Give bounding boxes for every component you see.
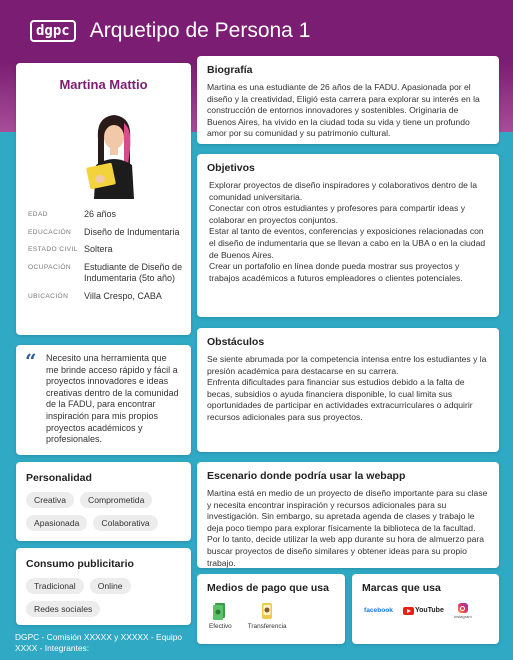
- page-header: [30, 14, 310, 48]
- brand-logos: [364, 602, 489, 619]
- quote-text: Necesito una herramienta que me brinde acceso rápido y fácil a proyectos innovadores e ideas creativas dentro de la comunidad de la FADU, para encontrar inspiración para mis propios proyectos académicos y profesionales.: [46, 353, 179, 445]
- profile-info: [28, 209, 183, 308]
- objectives-card: [197, 154, 499, 317]
- facebook-logo: facebook: [364, 607, 393, 614]
- profile-row-location: [28, 291, 183, 303]
- obstacles-title: Obstáculos: [207, 336, 265, 348]
- field-value: Villa Crespo, CABA: [84, 290, 162, 301]
- quote-icon: “: [25, 349, 37, 373]
- persona-name: Martina Mattio: [59, 77, 148, 92]
- field-label: UBICACIÓN: [28, 292, 69, 300]
- payment-cash: [209, 602, 232, 630]
- persona-photo: [84, 109, 144, 199]
- instagram-logo: [454, 602, 472, 619]
- payment-methods: [209, 602, 335, 630]
- objective-item: Conectar con otros estudiantes y profesores para compartir ideas y colaborar en proyectos conjuntos.: [209, 203, 466, 225]
- cash-icon: [212, 602, 228, 620]
- payment-transfer: [248, 602, 287, 630]
- personality-chip: Creativa: [26, 492, 74, 508]
- consumption-chips: [26, 578, 181, 617]
- consumption-chip: Tradicional: [26, 578, 84, 594]
- scenario-title: Escenario donde podría usar la webapp: [207, 470, 406, 482]
- payment-label: Efectivo: [209, 623, 232, 630]
- biography-text: Martina es una estudiante de 26 años de la FADU. Apasionada por el diseño y la creatividad, Eligió esta carrera para explorar su interés en la construcción de entornos innovadores y sostenibles. Originaria de Buenos Aires, ha vivido en la ciudad toda su vida y tiene un profundo amor por su comunidad y su patrimonio cultural.: [207, 82, 480, 139]
- profile-row-civil-status: [28, 244, 183, 256]
- objective-item: Explorar proyectos de diseño inspiradores y colaborativos dentro de la comunidad universitaria.: [209, 180, 477, 202]
- youtube-play-icon: [403, 607, 414, 615]
- personality-chip: Comprometida: [80, 492, 152, 508]
- personality-chip: Apasionada: [26, 515, 87, 531]
- obstacle-item: Enfrenta dificultades para financiar sus estudios debido a la falta de becas, subsidios o ayuda financiera disponible, lo cual limita sus oportunidades de participar en actividades extracurriculares o adquirir recursos adicionales para sus proyectos.: [207, 377, 473, 422]
- personality-chips: [26, 492, 181, 531]
- payment-title: Medios de pago que usa: [207, 582, 329, 594]
- consumption-title: Consumo publicitario: [26, 558, 134, 570]
- objective-item: Estar al tanto de eventos, conferencias y exposiciones relacionadas con el diseño de indumentaria que se llevan a cabo en la UBA o en la ciudad de Buenos Aires.: [209, 226, 486, 260]
- objective-item: Crear un portafolio en línea donde pueda mostrar sus proyectos y trabajos académicos a futuros empleadores o clientes potenciales.: [209, 261, 463, 283]
- dgpc-logo: dgpc: [30, 20, 76, 42]
- field-value: Diseño de Indumentaria: [84, 226, 180, 237]
- youtube-wordmark: YouTube: [414, 607, 444, 614]
- scenario-text: Martina está en medio de un proyecto de diseño importante para su clase y necesita encontrar inspiración y recursos adicionales para su investigación. Sin embargo, su apretada agenda de clases y trabajo le deja poco tiempo para explorar físicamente la biblioteca de la facultad. Por lo tanto, decide utilizar la web app durante su hora de almuerzo para buscar proyectos de diseño similares y obtener ideas para su propio trabajo.: [207, 488, 488, 568]
- brands-title: Marcas que usa: [362, 582, 441, 594]
- field-label: EDUCACIÓN: [28, 228, 72, 236]
- field-value: 26 años: [84, 209, 117, 219]
- consumption-chip: Redes sociales: [26, 601, 100, 617]
- obstacle-item: Se siente abrumada por la competencia intensa entre los estudiantes y la presión académica para destacarse en su carrera.: [207, 354, 487, 376]
- field-value: Soltera: [84, 244, 113, 254]
- personality-title: Personalidad: [26, 472, 92, 484]
- payment-card: [197, 574, 345, 644]
- youtube-logo: [403, 607, 444, 615]
- consumption-card: [16, 548, 191, 625]
- scenario-card: [197, 462, 499, 568]
- footer-credits: DGPC - Comisión XXXXX y XXXXX - Equipo XXXX - Integrantes:: [15, 632, 183, 653]
- payment-label: Transferencia: [247, 623, 287, 630]
- objectives-title: Objetivos: [207, 162, 255, 174]
- page-title: Arquetipo de Persona 1: [89, 19, 311, 42]
- field-label: ESTADO CIVIL: [28, 246, 78, 253]
- instagram-wordmark: Instagram: [453, 614, 472, 619]
- profile-row-education: [28, 227, 183, 239]
- consumption-chip: Online: [90, 578, 131, 594]
- biography-title: Biografía: [207, 64, 253, 76]
- quote-card: [16, 345, 191, 455]
- personality-card: [16, 462, 191, 541]
- field-value: Estudiante de Diseño de Indumentaria (5to año): [84, 261, 183, 283]
- transfer-icon: [259, 602, 275, 620]
- profile-row-occupation: [28, 262, 183, 285]
- biography-card: [197, 56, 499, 144]
- field-label: EDAD: [28, 211, 48, 218]
- instagram-icon: [458, 603, 468, 613]
- field-label: OCUPACIÓN: [28, 263, 72, 271]
- brands-card: [352, 574, 499, 644]
- obstacles-card: [197, 328, 499, 452]
- personality-chip: Colaborativa: [93, 515, 157, 531]
- profile-card: [16, 63, 191, 335]
- profile-row-age: [28, 209, 183, 221]
